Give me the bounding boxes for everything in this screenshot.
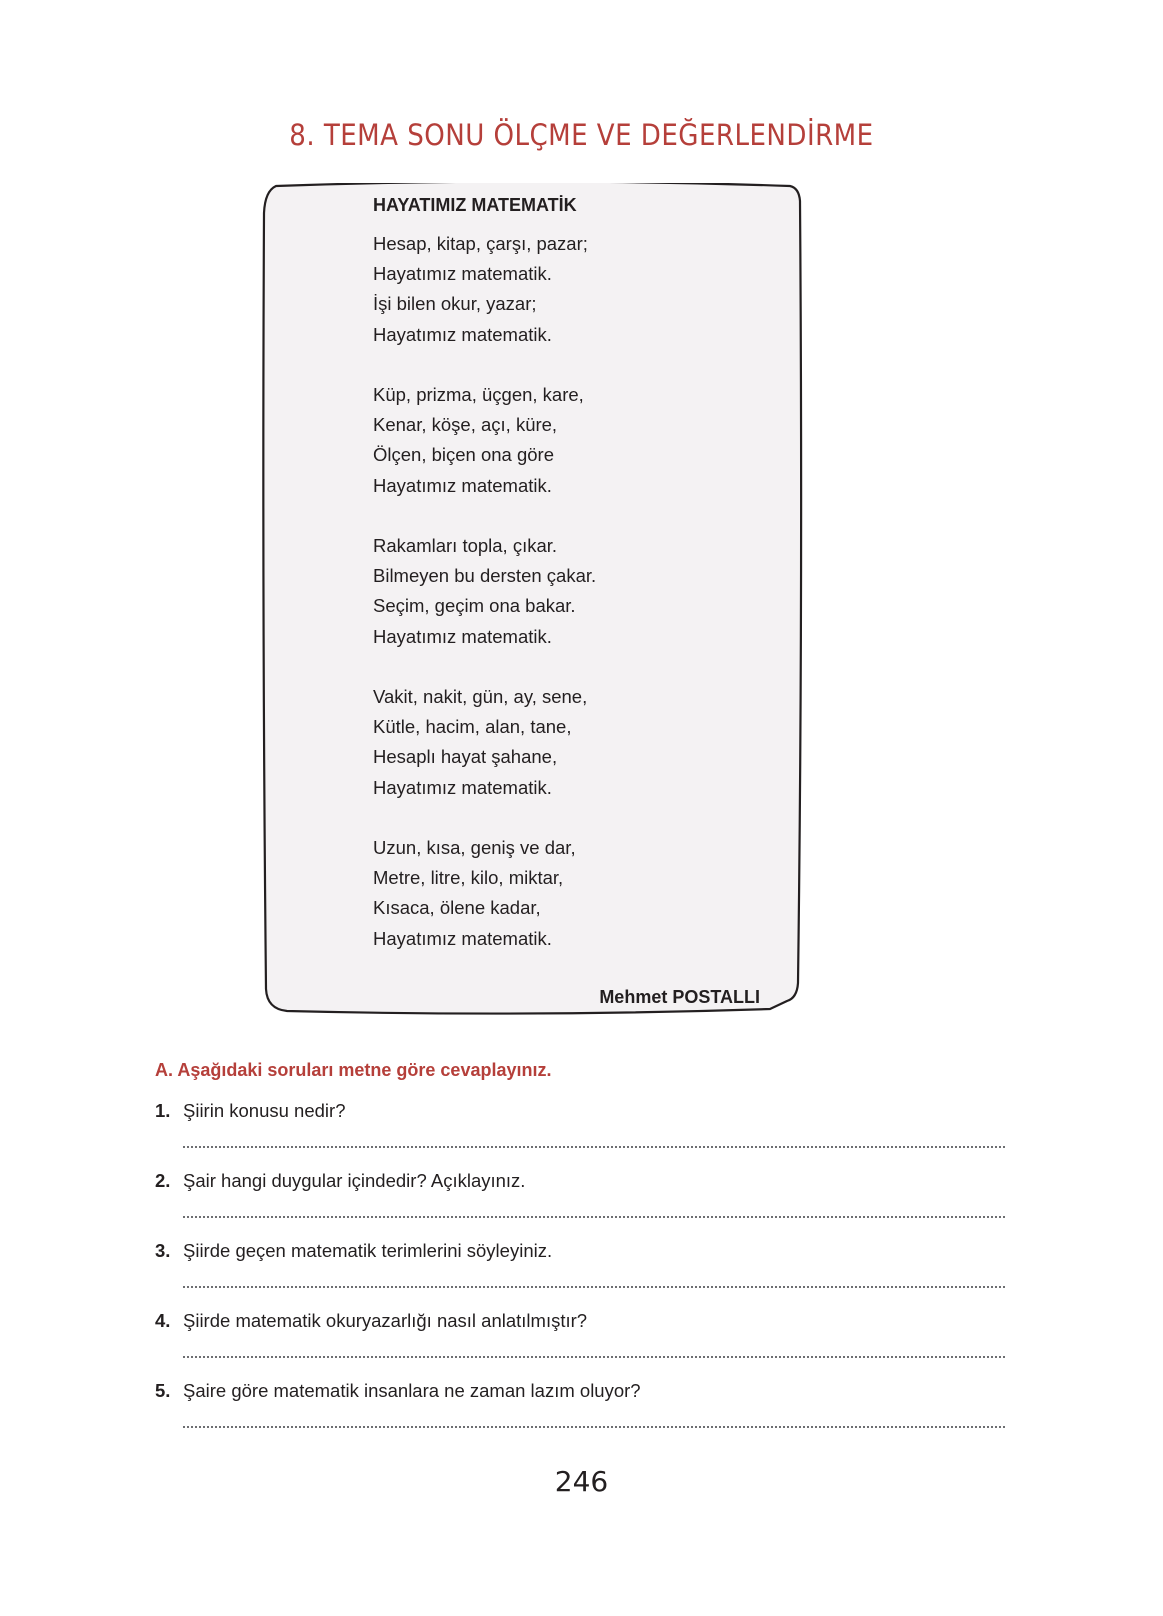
- question-text: Şiirde geçen matematik terimlerini söyleyiniz.: [183, 1240, 553, 1261]
- poem-stanza: [373, 833, 596, 954]
- poem-title: HAYATIMIZ MATEMATİK: [373, 195, 577, 215]
- question-number: 5.: [155, 1380, 171, 1401]
- poem-stanza: [373, 682, 596, 803]
- question-text: Şair hangi duygular içindedir? Açıklayınız.: [183, 1170, 526, 1191]
- answer-line-3[interactable]: [183, 1286, 1005, 1288]
- poem-line: Ölçen, biçen ona göre: [373, 444, 555, 466]
- question-text: Şiirin konusu nedir?: [183, 1100, 346, 1121]
- question-number: 2.: [155, 1170, 171, 1191]
- answer-line-1[interactable]: [183, 1146, 1005, 1148]
- question-3: [155, 1240, 552, 1262]
- poem-author: Mehmet POSTALLI: [599, 987, 760, 1007]
- section-heading: A. Aşağıdaki soruları metne göre cevaplayınız.: [155, 1060, 552, 1080]
- poem-stanza: [373, 531, 596, 652]
- poem-line: Hayatımız matematik.: [373, 323, 552, 345]
- poem-line: Uzun, kısa, geniş ve dar,: [373, 837, 576, 858]
- poem-line: Hayatımız matematik.: [373, 927, 552, 949]
- poem-line: Hayatımız matematik.: [373, 776, 552, 798]
- answer-line-4[interactable]: [183, 1356, 1005, 1358]
- page-title: 8. TEMA SONU ÖLÇME VE DEĞERLENDİRME: [289, 118, 874, 152]
- poem-line: Hayatımız matematik.: [373, 263, 552, 285]
- answer-line-2[interactable]: [183, 1216, 1005, 1218]
- poem-line: Kenar, köşe, açı, küre,: [373, 414, 558, 436]
- poem-line: Bilmeyen bu dersten çakar.: [373, 565, 597, 587]
- poem-line: Kısaca, ölene kadar,: [373, 897, 541, 919]
- poem-line: Metre, litre, kilo, miktar,: [373, 867, 564, 889]
- question-2: [155, 1170, 525, 1192]
- answer-line-5[interactable]: [183, 1426, 1005, 1428]
- poem-line: Seçim, geçim ona bakar.: [373, 595, 576, 617]
- question-5: [155, 1380, 641, 1402]
- poem-line: Hesaplı hayat şahane,: [373, 746, 558, 768]
- poem-line: Kütle, hacim, alan, tane,: [373, 716, 572, 738]
- poem-stanza: [373, 380, 596, 501]
- poem-line: İşi bilen okur, yazar;: [373, 293, 537, 315]
- question-number: 4.: [155, 1310, 171, 1331]
- question-number: 3.: [155, 1240, 171, 1261]
- question-number: 1.: [155, 1100, 171, 1121]
- poem-line: Hayatımız matematik.: [373, 625, 552, 647]
- question-1: [155, 1100, 345, 1122]
- question-4: [155, 1310, 587, 1332]
- poem-line: Küp, prizma, üçgen, kare,: [373, 384, 584, 405]
- page-number: 246: [554, 1465, 609, 1498]
- poem-line: Hayatımız matematik.: [373, 474, 552, 496]
- poem-line: Rakamları topla, çıkar.: [373, 535, 558, 556]
- poem-line: Hesap, kitap, çarşı, pazar;: [373, 233, 588, 254]
- poem-stanza: [373, 229, 596, 350]
- poem-line: Vakit, nakit, gün, ay, sene,: [373, 686, 588, 707]
- question-text: Şiirde matematik okuryazarlığı nasıl anlatılmıştır?: [183, 1310, 588, 1331]
- poem-body: [373, 229, 596, 954]
- question-text: Şaire göre matematik insanlara ne zaman lazım oluyor?: [183, 1380, 641, 1401]
